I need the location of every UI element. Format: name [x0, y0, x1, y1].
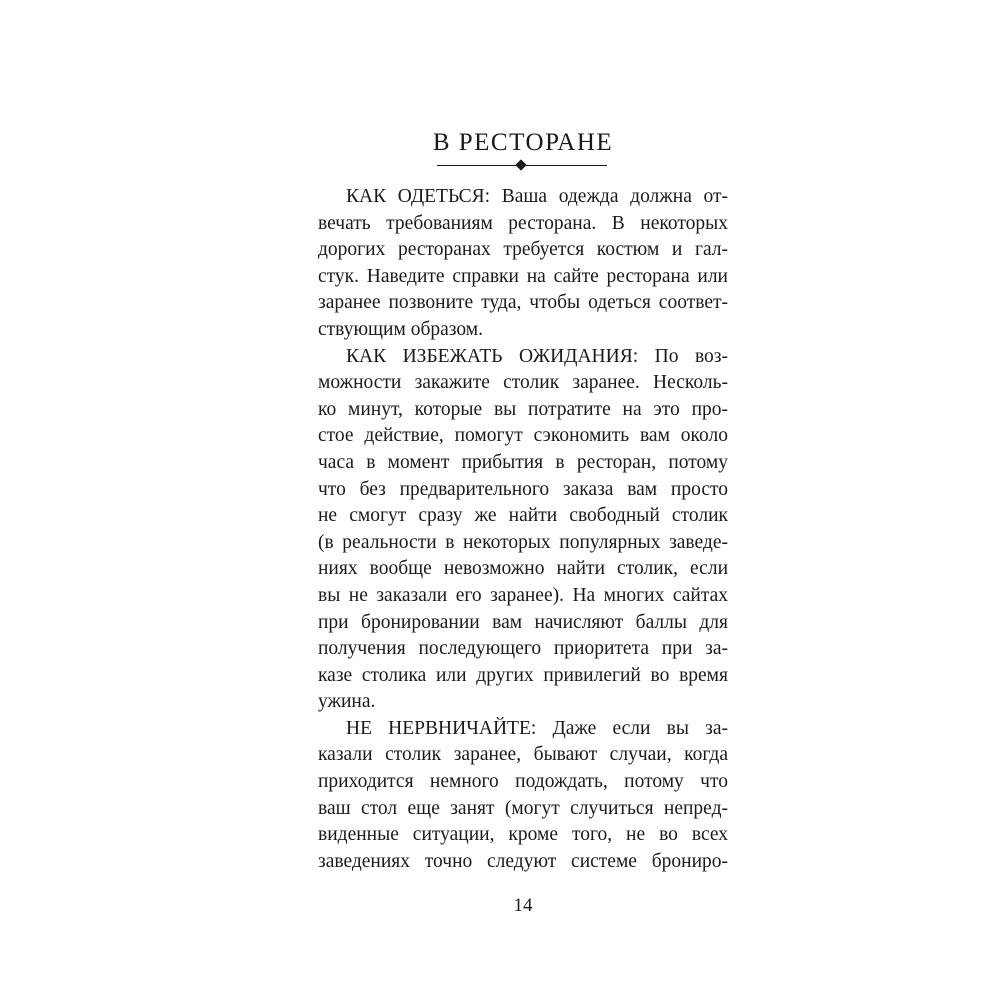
- text-line: ко минут, которые вы потратите на это про-: [318, 398, 728, 420]
- text-line: виденные ситуации, кроме того, не во всех: [318, 824, 728, 846]
- diamond-ornament-icon: [515, 159, 526, 170]
- text-line: дорогих ресторанах требуется костюм и гал-: [318, 239, 728, 261]
- text-line: при бронировании вам начисляют баллы для: [318, 611, 728, 633]
- text-line: ствующим образом.: [318, 318, 483, 340]
- text-line: можности закажите столик заранее. Несколь-: [318, 372, 728, 394]
- text-line: казали столик заранее, бывают случаи, когда: [318, 744, 728, 766]
- text-line: КАК ИЗБЕЖАТЬ ОЖИДАНИЯ: По воз-: [346, 345, 728, 367]
- text-line: ваш стол еще занят (могут случиться непред-: [318, 797, 728, 819]
- text-line: получения последующего приоритета при за-: [318, 638, 728, 660]
- page-number: 14: [513, 895, 533, 916]
- text-line: (в реальности в некоторых популярных заведе-: [318, 531, 728, 553]
- text-line: вы не заказали его заранее). На многих сайтах: [318, 584, 728, 606]
- body-text: [318, 184, 728, 875]
- text-line: часа в момент прибытия в ресторан, потому: [318, 451, 728, 473]
- text-line: КАК ОДЕТЬСЯ: Ваша одежда должна от-: [346, 186, 728, 207]
- text-line: ужина.: [318, 691, 376, 713]
- text-line: не смогут сразу же найти свободный столик: [318, 505, 728, 527]
- text-line: что без предварительного заказа вам просто: [318, 478, 728, 500]
- text-line: заведениях точно следуют системе брониро-: [318, 850, 728, 872]
- text-line: НЕ НЕРВНИЧАЙТЕ: Даже если вы за-: [346, 717, 728, 739]
- text-line: стук. Наведите справки на сайте ресторана или: [318, 265, 728, 287]
- text-line: казе столика или других привилегий во время: [318, 664, 728, 686]
- text-line: ниях вообще невозможно найти столик, если: [318, 558, 728, 580]
- chapter-heading: В РЕСТОРАНЕ: [432, 129, 614, 156]
- text-line: вечать требованиям ресторана. В некоторых: [318, 212, 728, 234]
- heading-divider: [437, 165, 607, 167]
- text-line: стое действие, помогут сэкономить вам около: [318, 425, 728, 447]
- text-line: приходится немного подождать, потому что: [318, 771, 728, 793]
- text-line: заранее позвоните туда, чтобы одеться соответ-: [318, 292, 728, 314]
